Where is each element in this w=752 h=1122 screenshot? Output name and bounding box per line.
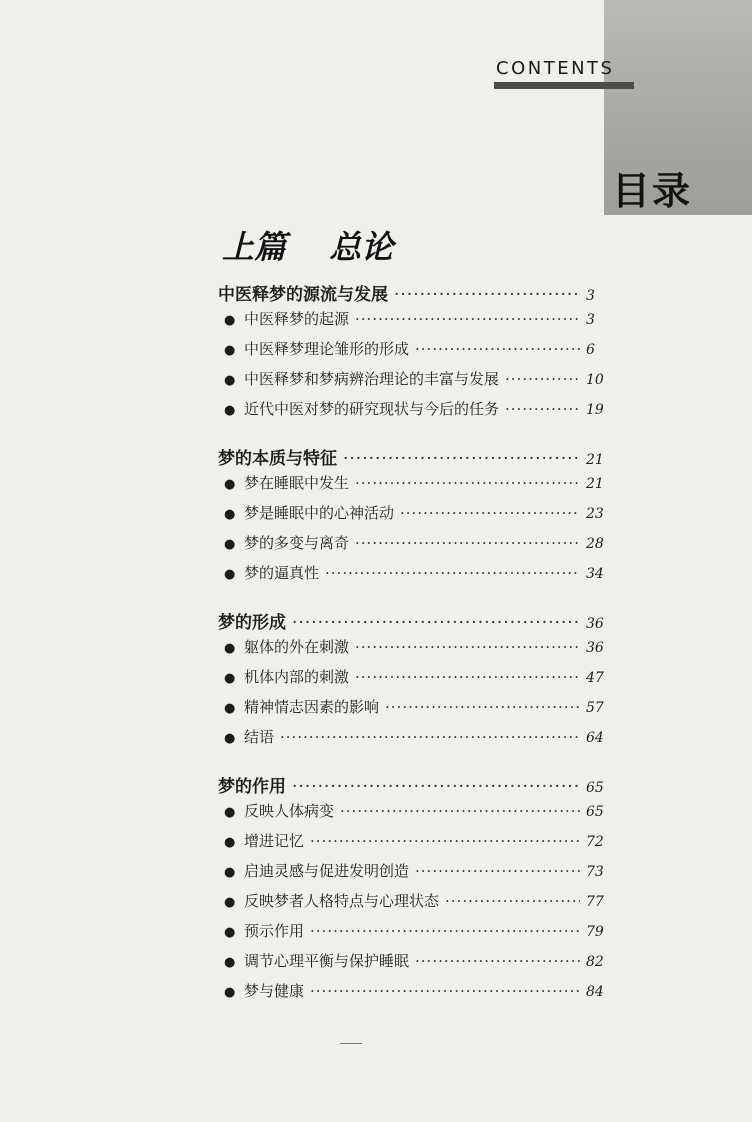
- bullet-icon: ●: [224, 835, 236, 850]
- bullet-icon: ●: [224, 537, 236, 552]
- leader-dots: [292, 613, 580, 633]
- toc-item[interactable]: [218, 726, 608, 756]
- toc-item[interactable]: [218, 890, 608, 920]
- page-number: 21: [586, 476, 604, 492]
- toc-item[interactable]: [218, 562, 608, 592]
- page-number: 21: [586, 452, 604, 468]
- item-title: 中医释梦和梦病辨治理论的丰富与发展: [244, 370, 500, 388]
- page-number: 6: [586, 342, 595, 358]
- bullet-icon: ●: [224, 507, 236, 522]
- bullet-icon: ●: [224, 865, 236, 880]
- bullet-icon: ●: [224, 477, 236, 492]
- item-title: 梦在睡眠中发生: [244, 474, 350, 492]
- toc-section[interactable]: [218, 444, 608, 472]
- toc-item[interactable]: [218, 368, 608, 398]
- section-title: 梦的形成: [218, 613, 286, 633]
- item-title: 梦是睡眠中的心神活动: [244, 504, 395, 522]
- bullet-icon: ●: [224, 701, 236, 716]
- leader-dots: [445, 892, 580, 910]
- page-number: 47: [586, 670, 604, 686]
- toc-item[interactable]: [218, 800, 608, 830]
- toc-section[interactable]: [218, 772, 608, 800]
- leader-dots: [355, 474, 580, 492]
- page-number: 65: [586, 804, 604, 820]
- item-title: 梦的多变与离奇: [244, 534, 350, 552]
- leader-dots: [343, 449, 580, 469]
- part-title: 上篇 总论: [222, 228, 394, 266]
- toc-item[interactable]: [218, 308, 608, 338]
- leader-dots: [415, 340, 580, 358]
- leader-dots: [310, 922, 580, 940]
- page-number: 10: [586, 372, 604, 388]
- bullet-icon: ●: [224, 671, 236, 686]
- toc-item[interactable]: [218, 920, 608, 950]
- toc-item[interactable]: [218, 472, 608, 502]
- leader-dots: [310, 832, 580, 850]
- section-title: 梦的本质与特征: [218, 449, 337, 469]
- page-number: 3: [586, 312, 595, 328]
- page-number: 19: [586, 402, 604, 418]
- bullet-icon: ●: [224, 985, 236, 1000]
- toc-item[interactable]: [218, 696, 608, 726]
- item-title: 中医释梦的起源: [244, 310, 350, 328]
- item-title: 机体内部的刺激: [244, 668, 350, 686]
- item-title: 梦与健康: [244, 982, 305, 1000]
- item-title: 增进记忆: [244, 832, 305, 850]
- leader-dots: [355, 310, 580, 328]
- bullet-icon: ●: [224, 343, 236, 358]
- bullet-icon: ●: [224, 731, 236, 746]
- toc-item[interactable]: [218, 532, 608, 562]
- toc-item[interactable]: [218, 950, 608, 980]
- contents-label: CONTENTS: [496, 58, 615, 79]
- leader-dots: [340, 802, 580, 820]
- leader-dots: [505, 370, 580, 388]
- item-title: 反映人体病变: [244, 802, 335, 820]
- item-title: 精神情志因素的影响: [244, 698, 380, 716]
- toc-item[interactable]: [218, 830, 608, 860]
- leader-dots: [355, 534, 580, 552]
- page-number: 34: [586, 566, 604, 582]
- section-title: 梦的作用: [218, 777, 286, 797]
- item-title: 梦的逼真性: [244, 564, 320, 582]
- bullet-icon: ●: [224, 955, 236, 970]
- item-title: 调节心理平衡与保护睡眠: [244, 952, 410, 970]
- leader-dots: [394, 285, 580, 305]
- page-number: 64: [586, 730, 604, 746]
- toc-title: 目录: [612, 169, 693, 213]
- page-number: 79: [586, 924, 604, 940]
- contents-underline: [494, 82, 634, 89]
- section-title: 中医释梦的源流与发展: [218, 285, 388, 305]
- footer-dash: [340, 1043, 362, 1044]
- item-title: 近代中医对梦的研究现状与今后的任务: [244, 400, 500, 418]
- bullet-icon: ●: [224, 641, 236, 656]
- page-number: 36: [586, 640, 604, 656]
- leader-dots: [400, 504, 580, 522]
- item-title: 结语: [244, 728, 275, 746]
- page-number: 84: [586, 984, 604, 1000]
- leader-dots: [292, 777, 580, 797]
- page-number: 73: [586, 864, 604, 880]
- page-number: 57: [586, 700, 604, 716]
- page-number: 72: [586, 834, 604, 850]
- bullet-icon: ●: [224, 895, 236, 910]
- toc-section[interactable]: [218, 280, 608, 308]
- item-title: 预示作用: [244, 922, 305, 940]
- leader-dots: [415, 862, 580, 880]
- bullet-icon: ●: [224, 373, 236, 388]
- leader-dots: [355, 638, 580, 656]
- item-title: 中医释梦理论雏形的形成: [244, 340, 410, 358]
- page-number: 65: [586, 780, 604, 796]
- toc-item[interactable]: [218, 666, 608, 696]
- toc-item[interactable]: [218, 338, 608, 368]
- item-title: 躯体的外在刺激: [244, 638, 350, 656]
- leader-dots: [415, 952, 580, 970]
- bullet-icon: ●: [224, 925, 236, 940]
- toc-item[interactable]: [218, 636, 608, 666]
- page-number: 36: [586, 616, 604, 632]
- bullet-icon: ●: [224, 805, 236, 820]
- leader-dots: [325, 564, 580, 582]
- toc-item[interactable]: [218, 860, 608, 890]
- leader-dots: [505, 400, 580, 418]
- toc-item[interactable]: [218, 398, 608, 428]
- toc-section[interactable]: [218, 608, 608, 636]
- toc-item[interactable]: [218, 980, 608, 1010]
- leader-dots: [355, 668, 580, 686]
- leader-dots: [280, 728, 580, 746]
- page-number: 23: [586, 506, 604, 522]
- leader-dots: [385, 698, 580, 716]
- table-of-contents: [218, 280, 608, 1010]
- page-number: 3: [586, 288, 595, 304]
- item-title: 反映梦者人格特点与心理状态: [244, 892, 440, 910]
- page-number: 77: [586, 894, 604, 910]
- item-title: 启迪灵感与促进发明创造: [244, 862, 410, 880]
- bullet-icon: ●: [224, 403, 236, 418]
- bullet-icon: ●: [224, 313, 236, 328]
- toc-item[interactable]: [218, 502, 608, 532]
- bullet-icon: ●: [224, 567, 236, 582]
- page-number: 82: [586, 954, 604, 970]
- leader-dots: [310, 982, 580, 1000]
- page-number: 28: [586, 536, 604, 552]
